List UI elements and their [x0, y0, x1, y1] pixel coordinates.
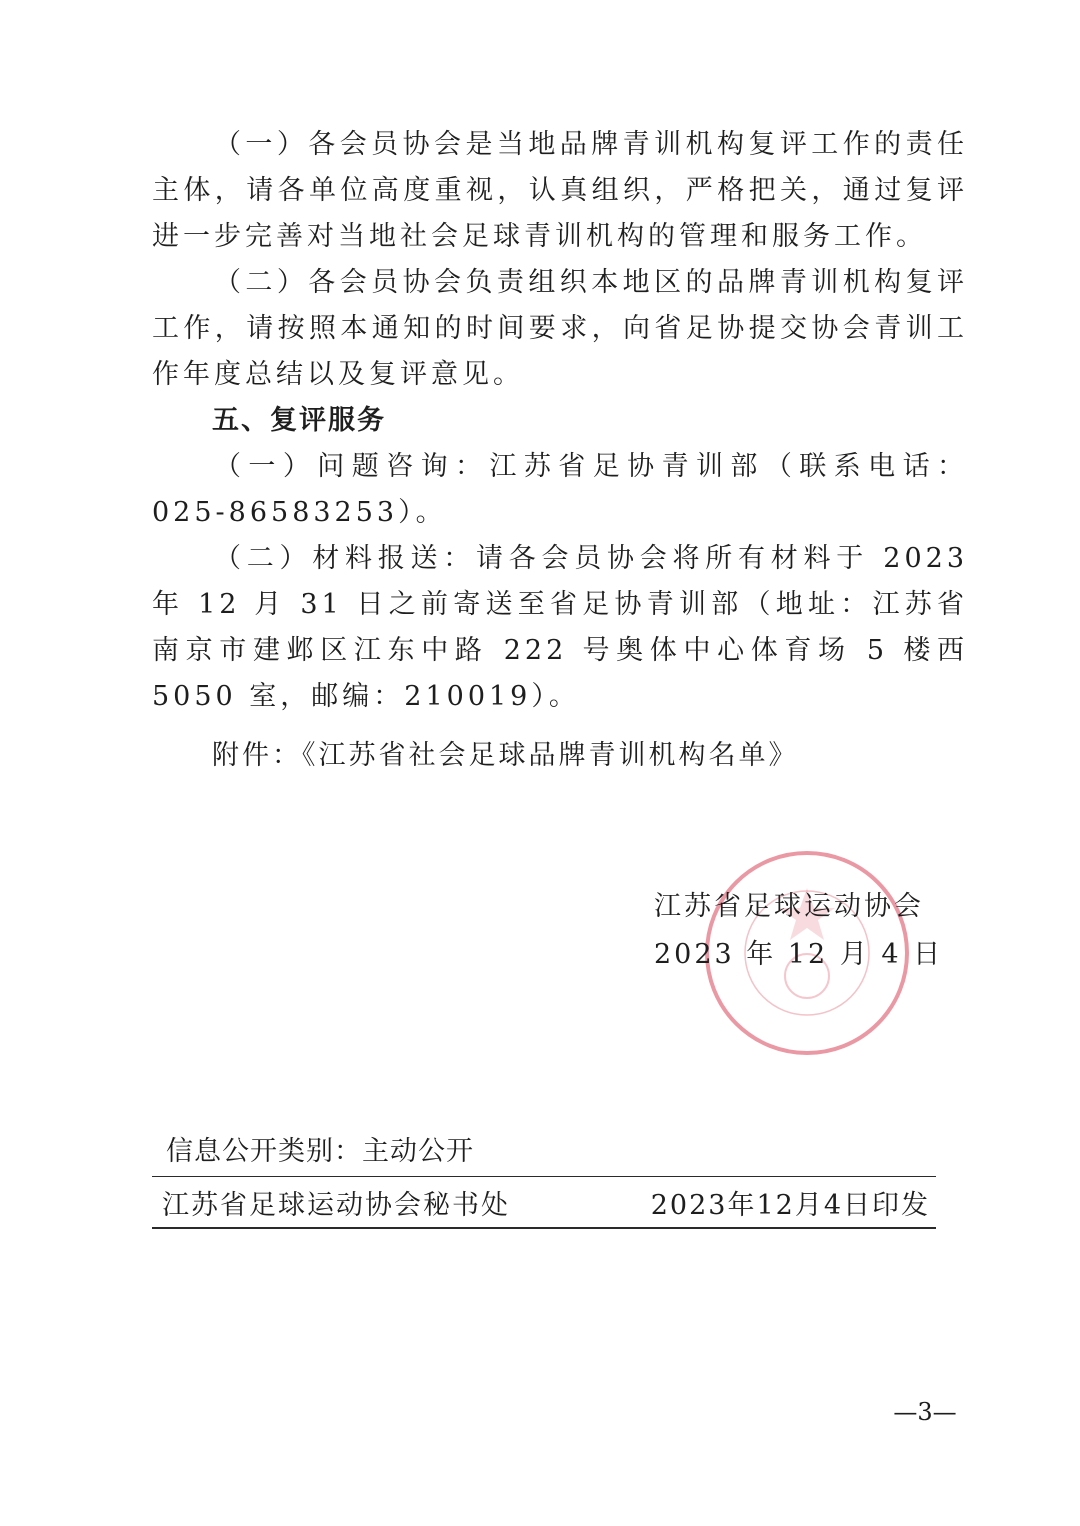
document-footer [152, 1130, 936, 1229]
signature-organization: 江苏省足球运动协会 [654, 891, 924, 922]
issue-row [152, 1177, 936, 1227]
paragraph-submission: （二）材料报送：请各会员协会将所有材料于 2023 年 12 月 31 日之前寄送至省足协青训部（地址：江苏省南京市建邺区江东中路 222 号奥体中心体育场 5 楼西 5050 室，邮编：210019）。 [152, 543, 968, 712]
issuer-name: 江苏省足球运动协会秘书处 [162, 1189, 510, 1221]
page-number: —3— [893, 1398, 957, 1426]
issue-date: 2023年12月4日印发 [650, 1189, 930, 1221]
info-disclosure-category: 信息公开类别：主动公开 [166, 1136, 474, 1167]
signature-block [654, 883, 944, 979]
section-heading: 五、复评服务 [212, 405, 386, 436]
paragraph-consultation: （一）问题咨询：江苏省足协青训部（联系电话：025-86583253）。 [152, 451, 968, 528]
paragraph-organization: （二）各会员协会负责组织本地区的品牌青训机构复评工作，请按照本通知的时间要求，向省足协提交协会青训工作年度总结以及复评意见。 [152, 267, 968, 390]
footer-bottom-rule [152, 1227, 936, 1229]
paragraph-responsibility: （一）各会员协会是当地品牌青训机构复评工作的责任主体，请各单位高度重视，认真组织，严格把关，通过复评进一步完善对当地社会足球青训机构的管理和服务工作。 [152, 129, 968, 252]
document-body [152, 122, 968, 720]
signature-date: 2023 年 12 月 4 日 [654, 939, 944, 970]
attachment-line: 附件：《江苏省社会足球品牌青训机构名单》 [212, 740, 799, 771]
